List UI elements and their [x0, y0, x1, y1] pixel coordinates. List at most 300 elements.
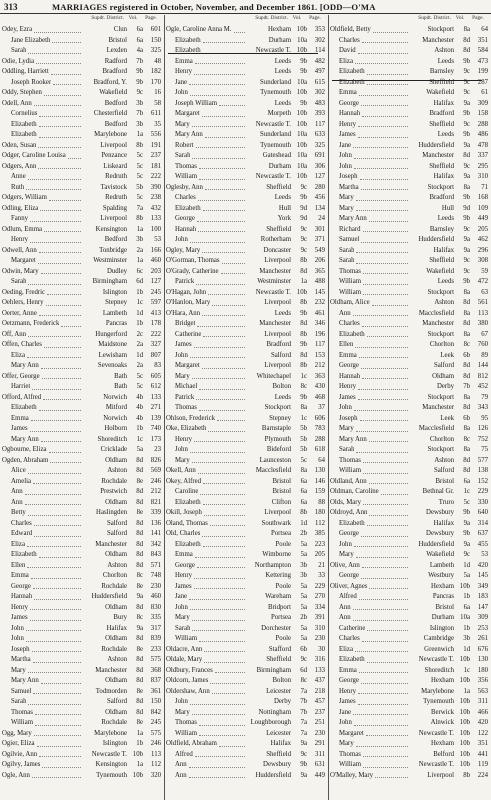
leader-dots — [204, 645, 245, 653]
leader-dots — [358, 120, 408, 128]
entry-page: 420 — [477, 719, 488, 726]
entry-page: 842 — [150, 708, 161, 716]
column-header-label: Vol. — [128, 15, 138, 21]
entry-page: 53 — [154, 236, 161, 243]
leader-dots — [44, 340, 81, 348]
entry-page: 393 — [314, 110, 325, 117]
entry-district: Bethnal Gr. — [422, 488, 454, 495]
entry-volume: 8d — [300, 351, 307, 359]
entry-page: 473 — [477, 57, 488, 65]
register-entry — [166, 676, 326, 687]
entry-volume: 5b — [300, 446, 307, 453]
entry-volume: 8d — [136, 666, 143, 674]
register-entry — [166, 382, 326, 393]
entry-page: 127 — [314, 173, 325, 180]
leader-dots — [197, 561, 245, 569]
entry-district: Leeds — [274, 309, 291, 317]
entry-volume: 9d — [463, 204, 470, 212]
entry-district: Bath — [114, 372, 127, 380]
entry-volume: 10b — [296, 110, 307, 117]
register-entry — [2, 204, 162, 215]
register-entry — [166, 687, 326, 698]
entry-volume: 8e — [136, 477, 143, 485]
leader-dots — [38, 141, 81, 149]
entry-page: 455 — [477, 540, 488, 548]
entry-district: Bradford, Y. — [93, 78, 127, 86]
entry-volume: 5c — [136, 383, 143, 390]
entry-page: 330 — [477, 498, 488, 506]
leader-dots — [53, 78, 81, 86]
leader-dots — [46, 298, 81, 306]
entry-volume: 10b — [459, 740, 470, 747]
leader-dots — [367, 624, 408, 632]
entry-district: Liverpool — [264, 330, 291, 338]
register-entry — [330, 613, 489, 624]
entry-name: Henry — [339, 687, 356, 695]
entry-page: 212 — [150, 488, 161, 495]
entry-district: Bolton — [272, 383, 291, 390]
leader-dots — [356, 550, 408, 558]
leader-dots — [234, 25, 245, 33]
column-header-label: Vol. — [292, 15, 302, 21]
entry-page: 371 — [314, 236, 325, 243]
entry-page: 615 — [314, 78, 325, 86]
leader-dots — [39, 403, 81, 411]
leader-dots — [367, 519, 408, 527]
entry-page: 178 — [150, 320, 161, 327]
leader-dots — [200, 487, 245, 495]
entry-volume: 4a — [136, 47, 143, 54]
leader-dots — [354, 162, 408, 170]
register-entry — [2, 760, 162, 771]
entry-district: Sheffield — [429, 78, 454, 86]
register-entry — [330, 162, 489, 173]
entry-page: 612 — [150, 383, 161, 390]
entry-name: Ogilvie, Ann — [2, 750, 38, 758]
register-entry — [166, 319, 326, 330]
register-entry — [330, 750, 489, 761]
entry-page: 462 — [477, 236, 488, 243]
entry-page: 556 — [150, 131, 161, 138]
entry-page: 53 — [481, 551, 488, 558]
entry-volume: 9c — [463, 120, 470, 128]
entry-page: 150 — [150, 698, 161, 705]
entry-page: 222 — [150, 330, 161, 338]
entry-name: Sarah — [11, 278, 27, 285]
entry-page: 309 — [477, 614, 488, 621]
entry-volume: 9b — [463, 530, 470, 537]
entry-page: 230 — [150, 582, 161, 590]
entry-page: 478 — [477, 141, 488, 149]
entry-volume: 9c — [463, 78, 470, 86]
leader-dots — [39, 246, 81, 254]
entry-district: Manchester — [422, 320, 454, 327]
entry-page: 569 — [150, 467, 161, 474]
entry-name: Bridget — [175, 320, 196, 327]
entry-page: 325 — [150, 47, 161, 54]
entry-name: Oland, Thomas — [166, 519, 208, 527]
entry-name: Mary Ann — [339, 435, 367, 443]
entry-district: Ashton — [434, 299, 454, 306]
entry-district: Manchester — [259, 320, 291, 327]
leader-dots — [192, 613, 245, 621]
entry-page: 334 — [314, 603, 325, 611]
register-entry — [2, 540, 162, 551]
register-entry — [166, 508, 326, 519]
entry-district: Redruth — [105, 173, 127, 180]
entry-volume: 5a — [300, 624, 307, 632]
entry-volume: 10a — [297, 162, 307, 170]
leader-dots — [215, 666, 245, 674]
register-entry — [330, 487, 489, 498]
entry-district: Leeds — [274, 57, 291, 65]
register-entry — [330, 561, 489, 572]
entry-name: Jane Elizabeth — [11, 36, 51, 44]
entry-district: Barnstaple — [261, 425, 291, 432]
leader-dots — [363, 498, 408, 506]
entry-district: Truro — [438, 498, 454, 506]
entry-page: 122 — [477, 729, 488, 737]
entry-name: Sarah — [175, 624, 191, 632]
entry-volume: 9b — [463, 278, 470, 285]
entry-district: Islington — [102, 288, 127, 296]
entry-name: Martha — [11, 656, 31, 663]
entry-district: Birmingham — [256, 666, 291, 674]
entry-name: Joseph — [339, 173, 358, 180]
leader-dots — [362, 319, 408, 327]
leader-dots — [203, 36, 245, 44]
register-entry — [2, 487, 162, 498]
entry-name: Mary — [175, 708, 190, 716]
entry-volume: 1c — [136, 299, 143, 306]
leader-dots — [210, 676, 245, 684]
entry-name: Margaret — [11, 257, 36, 264]
entry-volume: 8a — [463, 330, 470, 338]
entry-volume: 6b — [463, 351, 470, 359]
entry-page: 830 — [150, 603, 161, 611]
entry-name: Sarah — [11, 698, 27, 705]
register-entry — [166, 435, 326, 446]
leader-dots — [33, 655, 81, 663]
entry-page: 335 — [150, 614, 161, 621]
entry-district: Bristol — [272, 488, 291, 495]
register-entry — [330, 225, 489, 236]
leader-dots — [358, 382, 408, 390]
entry-district: Halifax — [270, 740, 291, 747]
entry-name: Thomas — [339, 750, 361, 758]
register-entry — [330, 246, 489, 257]
entry-page: 23 — [154, 446, 161, 453]
entry-volume: 8a — [463, 309, 470, 317]
register-entry — [2, 36, 162, 47]
entry-volume: 8d — [463, 404, 470, 411]
entry-volume: 8c — [300, 383, 307, 390]
entry-name: O'Hara, Ann — [166, 309, 201, 317]
register-entry — [166, 529, 326, 540]
register-entry — [166, 225, 326, 236]
entry-district: York — [277, 215, 291, 222]
entry-name: Henry — [339, 120, 356, 128]
register-entry — [330, 666, 489, 677]
entry-volume: 8c — [463, 435, 470, 443]
register-entry — [2, 603, 162, 614]
leader-dots — [192, 151, 245, 159]
entry-volume: 5b — [300, 435, 307, 443]
entry-district: Southwark — [261, 519, 291, 527]
register-entry — [2, 435, 162, 446]
entry-page: 113 — [478, 309, 488, 317]
entry-page: 270 — [314, 593, 325, 600]
entry-district: Wakefield — [426, 267, 454, 275]
leader-dots — [197, 214, 245, 222]
entry-volume: 9c — [463, 257, 470, 264]
entry-district: Oldham — [105, 456, 127, 464]
leader-dots — [199, 403, 245, 411]
entry-name: Mary Ann — [11, 677, 39, 684]
entry-name: Oddling, Harriett — [2, 68, 49, 75]
register-entry — [2, 246, 162, 257]
leader-dots — [68, 151, 81, 159]
entry-district: Westbury — [428, 572, 454, 579]
entry-district: Hexham — [430, 677, 454, 684]
entry-district: Sunderland — [260, 78, 291, 86]
entry-page: 136 — [150, 519, 161, 527]
register-entry — [330, 582, 489, 593]
entry-page: 230 — [314, 635, 325, 642]
entry-page: 843 — [150, 551, 161, 558]
entry-page: 88 — [318, 498, 325, 506]
entry-volume: 8d — [136, 540, 143, 548]
register-entry — [330, 204, 489, 215]
entry-volume: 3b — [300, 561, 307, 569]
entry-name: Ogbourne, Eliza — [2, 446, 47, 453]
entry-page: 482 — [314, 57, 325, 65]
leader-dots — [354, 718, 408, 726]
leader-dots — [198, 225, 245, 233]
entry-name: Elizabeth — [11, 404, 37, 411]
entry-district: Liverpool — [264, 509, 291, 516]
entry-district: Salford — [433, 362, 454, 369]
entry-district: Liverpool — [264, 299, 291, 306]
entry-district: Sheffield — [266, 750, 291, 758]
entry-name: James — [339, 393, 356, 401]
entry-district: Huddersfield — [418, 141, 454, 149]
leader-dots — [360, 414, 408, 422]
entry-name: O'Malley, Mary — [330, 771, 374, 779]
leader-dots — [25, 498, 81, 506]
leader-dots — [199, 718, 245, 726]
entry-district: Poole — [275, 540, 291, 548]
register-entry — [2, 235, 162, 246]
entry-volume: 3b — [136, 99, 143, 107]
register-entry — [330, 214, 489, 225]
entry-volume: 10a — [297, 36, 307, 44]
entry-district: Ashton — [107, 656, 127, 663]
entry-name: John — [175, 351, 188, 359]
leader-dots — [361, 361, 408, 369]
entry-district: Dewsbury — [426, 530, 454, 537]
entry-page: 449 — [314, 771, 325, 779]
leader-dots — [41, 676, 81, 684]
entry-district: Salford — [270, 351, 291, 359]
entry-district: Bradford — [429, 194, 454, 201]
register-entry — [2, 550, 162, 561]
entry-volume: 6a — [300, 477, 307, 485]
leader-dots — [194, 340, 245, 348]
leader-dots — [203, 204, 245, 212]
leader-dots — [221, 267, 246, 275]
entry-page: 575 — [150, 656, 161, 663]
entry-page: 30 — [318, 645, 325, 653]
leader-dots — [203, 540, 245, 548]
entry-page: 117 — [315, 120, 325, 128]
entry-page: 291 — [314, 740, 325, 747]
entry-name: Ogg, Mary — [2, 729, 32, 737]
leader-dots — [203, 477, 245, 485]
entry-name: Elizabeth — [339, 330, 365, 338]
leader-dots — [202, 309, 245, 317]
entry-name: Odger, Caroline Louisa — [2, 152, 66, 159]
entry-page: 153 — [314, 351, 325, 359]
entry-volume: 9a — [463, 99, 470, 107]
register-entry — [166, 519, 326, 530]
leader-dots — [222, 256, 245, 264]
register-entry — [166, 697, 326, 708]
entry-page: 147 — [477, 603, 488, 611]
leader-dots — [41, 361, 81, 369]
entry-volume: 9c — [300, 246, 307, 254]
leader-dots — [204, 508, 245, 516]
entry-name: Mary Ann — [11, 435, 39, 443]
register-entry — [330, 508, 489, 519]
leader-dots — [51, 67, 81, 75]
entry-name: John — [339, 152, 352, 159]
entry-district: Stockport — [264, 404, 291, 411]
entry-name: Elizabeth — [11, 551, 37, 558]
entry-district: Huddersfield — [91, 593, 127, 600]
entry-volume: 8c — [136, 614, 143, 621]
entry-volume: 9a — [300, 740, 307, 747]
register-entry — [330, 267, 489, 278]
leader-dots — [194, 571, 245, 579]
leader-dots — [369, 508, 408, 516]
entry-name: Elizabeth — [339, 656, 365, 663]
entry-district: Mitford — [105, 404, 127, 411]
entry-volume: 3b — [300, 572, 307, 579]
register-entry — [2, 267, 162, 278]
entry-name: Henry — [11, 603, 28, 611]
entry-district: Salford — [106, 698, 127, 705]
leader-dots — [361, 235, 408, 243]
entry-district: Newcastle T. — [255, 47, 291, 54]
leader-dots — [358, 46, 408, 54]
entry-name: Joseph — [339, 414, 358, 422]
register-entry — [330, 571, 489, 582]
register-entry — [166, 46, 326, 57]
entry-volume: 9a — [136, 593, 143, 600]
entry-district: Rochdale — [101, 477, 127, 485]
leader-dots — [190, 351, 245, 359]
entry-name: Oehlers, Henry — [2, 299, 44, 306]
entry-page: 159 — [314, 488, 325, 495]
entry-name: Thomas — [175, 162, 197, 170]
register-entry — [2, 666, 162, 677]
entry-volume: 8c — [136, 572, 143, 579]
entry-page: 59 — [481, 267, 488, 275]
entry-volume: 5a — [300, 582, 307, 590]
register-entry — [330, 393, 489, 404]
entry-name: George — [339, 572, 359, 579]
entry-district: Bury — [113, 614, 127, 621]
entry-district: Stepney — [269, 414, 291, 422]
entry-volume: 9c — [300, 183, 307, 191]
entry-volume: 9c — [300, 236, 307, 243]
leader-dots — [198, 193, 245, 201]
entry-volume: 8e — [136, 719, 143, 726]
register-entry — [330, 414, 489, 425]
register-entry — [330, 477, 489, 488]
entry-district: Ashton — [434, 47, 454, 54]
entry-page: 460 — [150, 593, 161, 600]
register-entry — [166, 120, 326, 131]
entry-district: Leeds — [274, 393, 291, 401]
entry-name: Joseph William — [175, 99, 218, 107]
entry-page: 295 — [477, 162, 488, 170]
register-entry — [330, 277, 489, 288]
entry-name: George — [339, 362, 359, 369]
leader-dots — [363, 267, 408, 275]
entry-volume: 8e — [136, 687, 143, 695]
register-entry — [166, 109, 326, 120]
entry-name: Oglesby, Ann — [166, 183, 203, 191]
entry-name: Emma — [339, 666, 357, 674]
leader-dots — [28, 666, 81, 674]
entry-district: Wakefield — [426, 551, 454, 558]
entry-volume: 10b — [459, 761, 470, 768]
entry-name: Eliza — [11, 351, 25, 359]
entry-volume: 6a — [136, 36, 143, 44]
register-entry — [330, 46, 489, 57]
entry-district: Halifax — [433, 519, 454, 527]
entry-page: 391 — [314, 614, 325, 621]
entry-name: Olive, Ann — [330, 561, 360, 569]
leader-dots — [203, 330, 245, 338]
entry-name: Oeding, Fredric — [2, 288, 46, 296]
entry-page: 317 — [150, 624, 161, 632]
leader-dots — [30, 235, 81, 243]
register-entry — [166, 235, 326, 246]
entry-name: Ogle, Ann — [2, 771, 30, 779]
entry-volume: 10a — [297, 152, 307, 159]
entry-name: Mary — [175, 372, 190, 380]
entry-page: 288 — [314, 435, 325, 443]
entry-district: Bedford — [104, 236, 127, 243]
entry-volume: 9c — [300, 225, 307, 233]
register-entry — [166, 414, 326, 425]
entry-district: Radford — [104, 57, 127, 65]
entry-volume: 1a — [136, 257, 143, 264]
entry-volume: 8d — [136, 498, 143, 506]
register-entry — [2, 634, 162, 645]
entry-name: Oddy, Stephen — [2, 89, 42, 96]
header-rule — [0, 13, 491, 14]
leader-dots — [362, 561, 408, 569]
entry-district: Tonbridge — [99, 246, 127, 254]
entry-volume: 9b — [463, 131, 470, 138]
entry-district: Bedford — [104, 120, 127, 128]
leader-dots — [190, 235, 245, 243]
leader-dots — [359, 666, 408, 674]
